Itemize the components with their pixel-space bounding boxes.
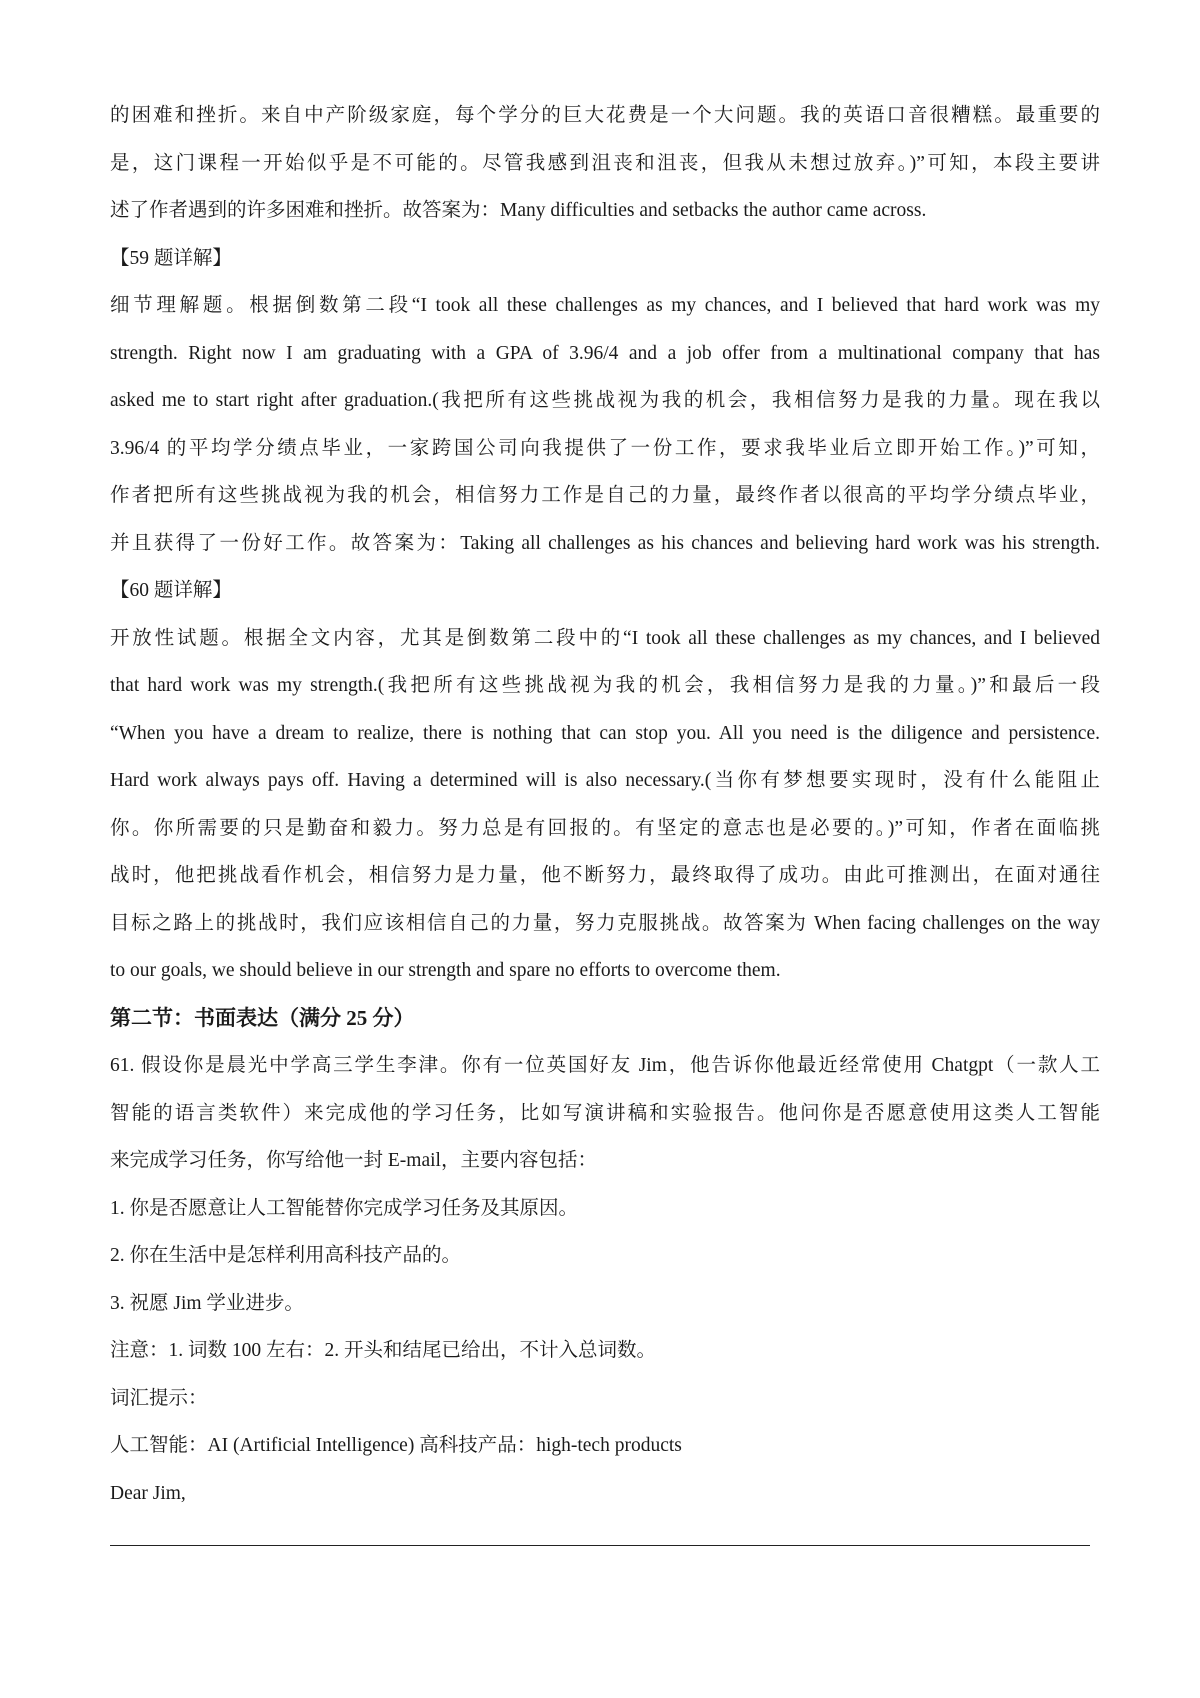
letter-greeting: Dear Jim,: [110, 1482, 186, 1504]
text-line: asked me to start right after graduation.(我把所有这些挑战视为我的机会，我相信努力是我的力量。现在我以: [110, 390, 1100, 411]
list-item: 3. 祝愿 Jim 学业进步。: [110, 1292, 304, 1314]
text-line: to our goals, we should believe in our strength and spare no efforts to overcome them.: [110, 960, 781, 981]
document-page: [110, 92, 1100, 1517]
text-line: strength. Right now I am graduating with a GPA of 3.96/4 and a job offer from a multinational company that has: [110, 342, 1100, 364]
section-label-59: 【59 题详解】: [110, 247, 232, 269]
vocab-label: 词汇提示：: [110, 1387, 208, 1409]
text-line: 3.96/4 的平均学分绩点毕业，一家跨国公司向我提供了一份工作，要求我毕业后立即开始工作。)”可知，: [110, 437, 1100, 459]
section-label-60: 【60 题详解】: [110, 580, 232, 601]
text-line: Hard work always pays off. Having a determined will is also necessary.(当你有梦想要实现时，没有什么能阻止: [110, 770, 1100, 791]
text-line: “When you have a dream to realize, there is nothing that can stop you. All you need is the diligence and persistence.: [110, 722, 1100, 744]
list-item: 1. 你是否愿意让人工智能替你完成学习任务及其原因。: [110, 1197, 579, 1219]
section-heading: 第二节：书面表达（满分 25 分）: [110, 1005, 415, 1030]
answer-blank-line: [110, 1545, 1090, 1546]
text-line: 述了作者遇到的许多困难和挫折。故答案为：Many difficulties and setbacks the author came across.: [110, 200, 927, 221]
text-line: 并且获得了一份好工作。故答案为：Taking all challenges as his chances and believing hard work was his strength.: [110, 532, 1100, 554]
text-line: 61. 假设你是晨光中学高三学生李津。你有一位英国好友 Jim，他告诉你他最近经常使用 Chatgpt（一款人工: [110, 1055, 1100, 1076]
note-line: 注意：1. 词数 100 左右：2. 开头和结尾已给出，不计入总词数。: [110, 1340, 657, 1361]
text-line: 是，这门课程一开始似乎是不可能的。尽管我感到沮丧和沮丧，但我从未想过放弃。)”可知，本段主要讲: [110, 152, 1100, 174]
text-line: 细节理解题。根据倒数第二段“I took all these challenges as my chances, and I believed that hard work was my: [110, 295, 1100, 316]
text-line: that hard work was my strength.(我把所有这些挑战视为我的机会，我相信努力是我的力量。)”和最后一段: [110, 675, 1100, 696]
text-line: 你。你所需要的只是勤奋和毅力。努力总是有回报的。有坚定的意志也是必要的。)”可知，作者在面临挑: [110, 817, 1100, 839]
text-line: 目标之路上的挑战时，我们应该相信自己的力量，努力克服挑战。故答案为 When facing challenges on the way: [110, 912, 1100, 934]
text-line: 开放性试题。根据全文内容，尤其是倒数第二段中的“I took all these challenges as my chances, and I believed: [110, 627, 1100, 649]
text-line: 智能的语言类软件）来完成他的学习任务，比如写演讲稿和实验报告。他问你是否愿意使用这类人工智能: [110, 1102, 1100, 1124]
text-line: 战时，他把挑战看作机会，相信努力是力量，他不断努力，最终取得了成功。由此可推测出，在面对通往: [110, 865, 1100, 886]
text-line: 来完成学习任务，你写给他一封 E-mail，主要内容包括：: [110, 1150, 597, 1171]
list-item: 2. 你在生活中是怎样利用高科技产品的。: [110, 1245, 462, 1266]
text-line: 的困难和挫折。来自中产阶级家庭，每个学分的巨大花费是一个大问题。我的英语口音很糟糕。最重要的: [110, 105, 1100, 126]
vocab-hints: 人工智能：AI (Artificial Intelligence) 高科技产品：high-tech products: [110, 1435, 682, 1456]
text-line: 作者把所有这些挑战视为我的机会，相信努力工作是自己的力量，最终作者以很高的平均学分绩点毕业，: [110, 485, 1100, 506]
